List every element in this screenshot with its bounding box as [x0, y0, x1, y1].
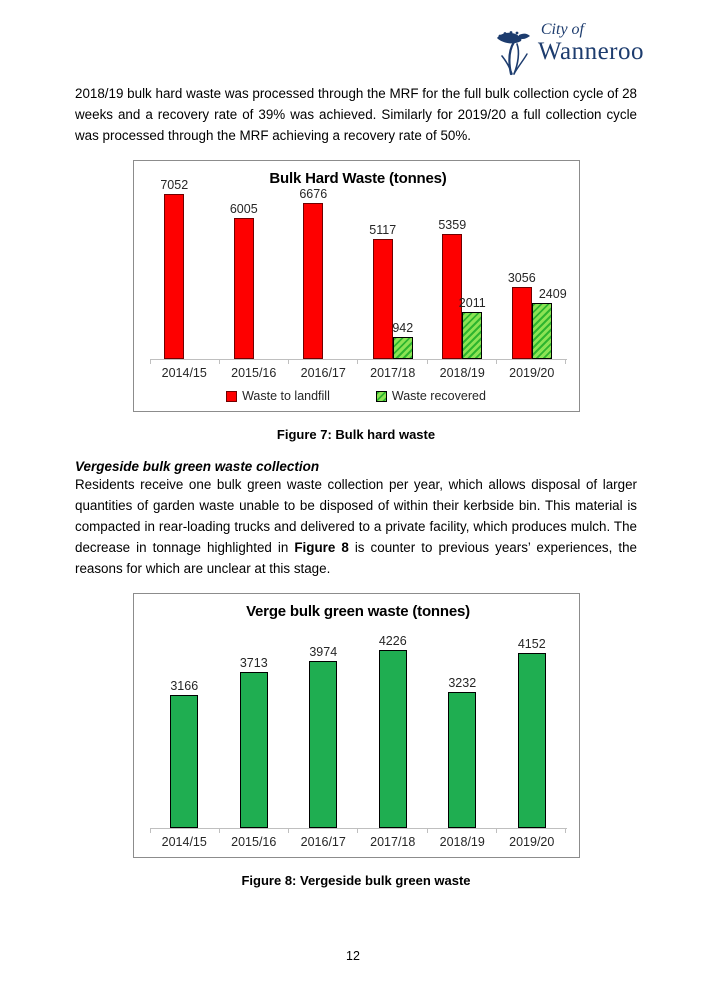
bar-verge-bulk-green-waste-2016-17: [309, 661, 337, 828]
bar-group: [150, 167, 220, 359]
page-number: 12: [346, 949, 360, 963]
intro-paragraph: 2018/19 bulk hard waste was processed through the MRF for the full bulk collection cycle of 28 weeks and a recovery rate of 39% was achieved. Similarly for 2019/20 a full collection cycle was processed through the MRF achieving a recovery rate of 50%.: [75, 86, 637, 143]
bar-waste-recovered-2018-19: [462, 312, 482, 359]
bar-group: [219, 167, 289, 359]
x-axis-label: 2015/16: [231, 366, 277, 381]
bar-slot-waste-to-landfill: [299, 187, 328, 359]
x-axis-label: 2014/15: [161, 835, 207, 850]
x-axis-tick: [428, 360, 497, 364]
bar-value-label: 5117: [369, 223, 397, 238]
bar-value-label: 3166: [170, 679, 199, 694]
plot-area: [150, 600, 567, 829]
bar-value-label: 7052: [160, 178, 189, 193]
legend-label: Waste recovered: [391, 389, 486, 404]
bar-group: [497, 600, 567, 828]
bar-groups: [150, 167, 567, 359]
x-axis-label: 2019/20: [509, 366, 555, 381]
bar-slot-waste-to-landfill: [160, 178, 189, 359]
bar-value-label: 6005: [229, 202, 258, 217]
x-axis-labels: [150, 835, 567, 849]
x-axis-ticks: [150, 360, 567, 364]
bar-verge-bulk-green-waste-2017-18: [379, 650, 407, 828]
x-axis-tick: [289, 829, 358, 833]
bar-verge-bulk-green-waste-2014-15: [170, 695, 198, 828]
bar-value-label: 3713: [239, 656, 268, 671]
x-axis-label: 2018/19: [439, 366, 485, 381]
bar-group: [497, 167, 567, 359]
legend-swatch-waste-recovered: [376, 391, 387, 402]
bar-value-label: 6676: [299, 187, 328, 202]
x-axis-tick: [150, 360, 220, 364]
bar-slot-waste-recovered: [392, 321, 414, 359]
bar-waste-recovered-2019-20: [532, 303, 552, 359]
bar-waste-to-landfill-2017-18: [373, 239, 393, 359]
bar-value-label: 5359: [438, 218, 467, 233]
bar-group: [219, 600, 289, 828]
wanneroo-plant-icon: [493, 28, 535, 76]
legend-item-waste-recovered: [376, 389, 486, 403]
vergeside-paragraph-start: Residents receive one bulk green waste collection per year, which allows disposal of larger quantities of garden waste unable to be disposed of within their kerbside bin. This material is compacted in rear-loading trucks and delivered to a private facility, which produces mulch. The decrease in tonnage highlighted in: [75, 477, 637, 555]
bar-group: [358, 600, 428, 828]
bar-group: [289, 600, 359, 828]
x-axis-label: 2016/17: [300, 835, 346, 850]
x-axis-tick: [428, 829, 497, 833]
bar-waste-to-landfill-2016-17: [303, 203, 323, 359]
figure8-caption: Figure 8: Vergeside bulk green waste: [241, 873, 471, 889]
chart-title: Bulk Hard Waste (tonnes): [269, 170, 447, 188]
x-axis-tick: [497, 360, 566, 364]
bar-slot-verge-bulk-green-waste: [448, 676, 477, 828]
bar-value-label: 4226: [378, 634, 407, 649]
bar-waste-to-landfill-2019-20: [512, 287, 532, 359]
figure7-caption: Figure 7: Bulk hard waste: [276, 427, 436, 443]
bar-slot-verge-bulk-green-waste: [378, 634, 407, 828]
bar-slot-verge-bulk-green-waste: [239, 656, 268, 828]
city-of-wanneroo-logo: [493, 22, 644, 76]
bar-slot-verge-bulk-green-waste: [170, 679, 199, 828]
x-axis-tick: [150, 829, 220, 833]
vergeside-paragraph-end: is counter to previous years’ experiences, the reasons for which are unclear at this stage.: [75, 539, 637, 576]
bar-slot-waste-to-landfill: [507, 271, 536, 359]
x-axis-tick: [358, 360, 427, 364]
bar-slot-waste-recovered: [458, 296, 486, 359]
bulk-hard-waste-chart: [133, 160, 580, 412]
bar-slot-waste-recovered: [532, 287, 567, 359]
bar-group: [428, 600, 498, 828]
legend-label: Waste to landfill: [242, 389, 330, 404]
bar-waste-recovered-2017-18: [393, 337, 413, 359]
bar-verge-bulk-green-waste-2019-20: [518, 653, 546, 828]
vergeside-section-heading: Vergeside bulk green waste collection: [75, 459, 320, 475]
plot-area: [150, 167, 567, 360]
vergeside-paragraph: [75, 475, 637, 579]
figure8-reference: Figure 8: [294, 539, 349, 555]
bar-group: [358, 167, 428, 359]
bar-value-label: 3056: [507, 271, 536, 286]
bar-waste-to-landfill-2015-16: [234, 218, 254, 359]
bar-value-label: 2409: [538, 287, 567, 302]
bar-waste-to-landfill-2014-15: [164, 194, 184, 359]
bar-value-label: 942: [392, 321, 414, 336]
x-axis-label: 2017/18: [370, 835, 416, 850]
bar-slot-waste-to-landfill: [369, 223, 397, 359]
x-axis-label: 2017/18: [370, 366, 416, 381]
x-axis-label: 2018/19: [439, 835, 485, 850]
x-axis-tick: [497, 829, 566, 833]
bar-value-label: 4152: [517, 637, 546, 652]
legend-item-waste-to-landfill: [226, 389, 330, 403]
x-axis-tick: [289, 360, 358, 364]
logo-wanneroo: Wanneroo: [537, 38, 644, 65]
bar-slot-waste-to-landfill: [229, 202, 258, 359]
bar-group: [289, 167, 359, 359]
x-axis-label: 2016/17: [300, 366, 346, 381]
bar-group: [428, 167, 498, 359]
bar-slot-verge-bulk-green-waste: [517, 637, 546, 828]
bar-groups: [150, 600, 567, 828]
chart-legend: [134, 389, 579, 403]
x-axis-ticks: [150, 829, 567, 833]
logo-city-of: City of: [540, 21, 584, 38]
bar-value-label: 2011: [458, 296, 486, 311]
bar-value-label: 3232: [448, 676, 477, 691]
chart-title: Verge bulk green waste (tonnes): [246, 603, 470, 621]
x-axis-tick: [220, 829, 289, 833]
bar-group: [150, 600, 220, 828]
x-axis-label: 2015/16: [231, 835, 277, 850]
logo-text: [538, 22, 644, 64]
x-axis-tick: [358, 829, 427, 833]
x-axis-labels: [150, 366, 567, 380]
bar-verge-bulk-green-waste-2018-19: [448, 692, 476, 828]
x-axis-label: 2014/15: [161, 366, 207, 381]
x-axis-tick: [220, 360, 289, 364]
x-axis-label: 2019/20: [509, 835, 555, 850]
verge-green-waste-chart: [133, 593, 580, 858]
bar-value-label: 3974: [309, 645, 338, 660]
bar-slot-verge-bulk-green-waste: [309, 645, 338, 828]
bar-verge-bulk-green-waste-2015-16: [240, 672, 268, 828]
legend-swatch-waste-to-landfill: [226, 391, 237, 402]
